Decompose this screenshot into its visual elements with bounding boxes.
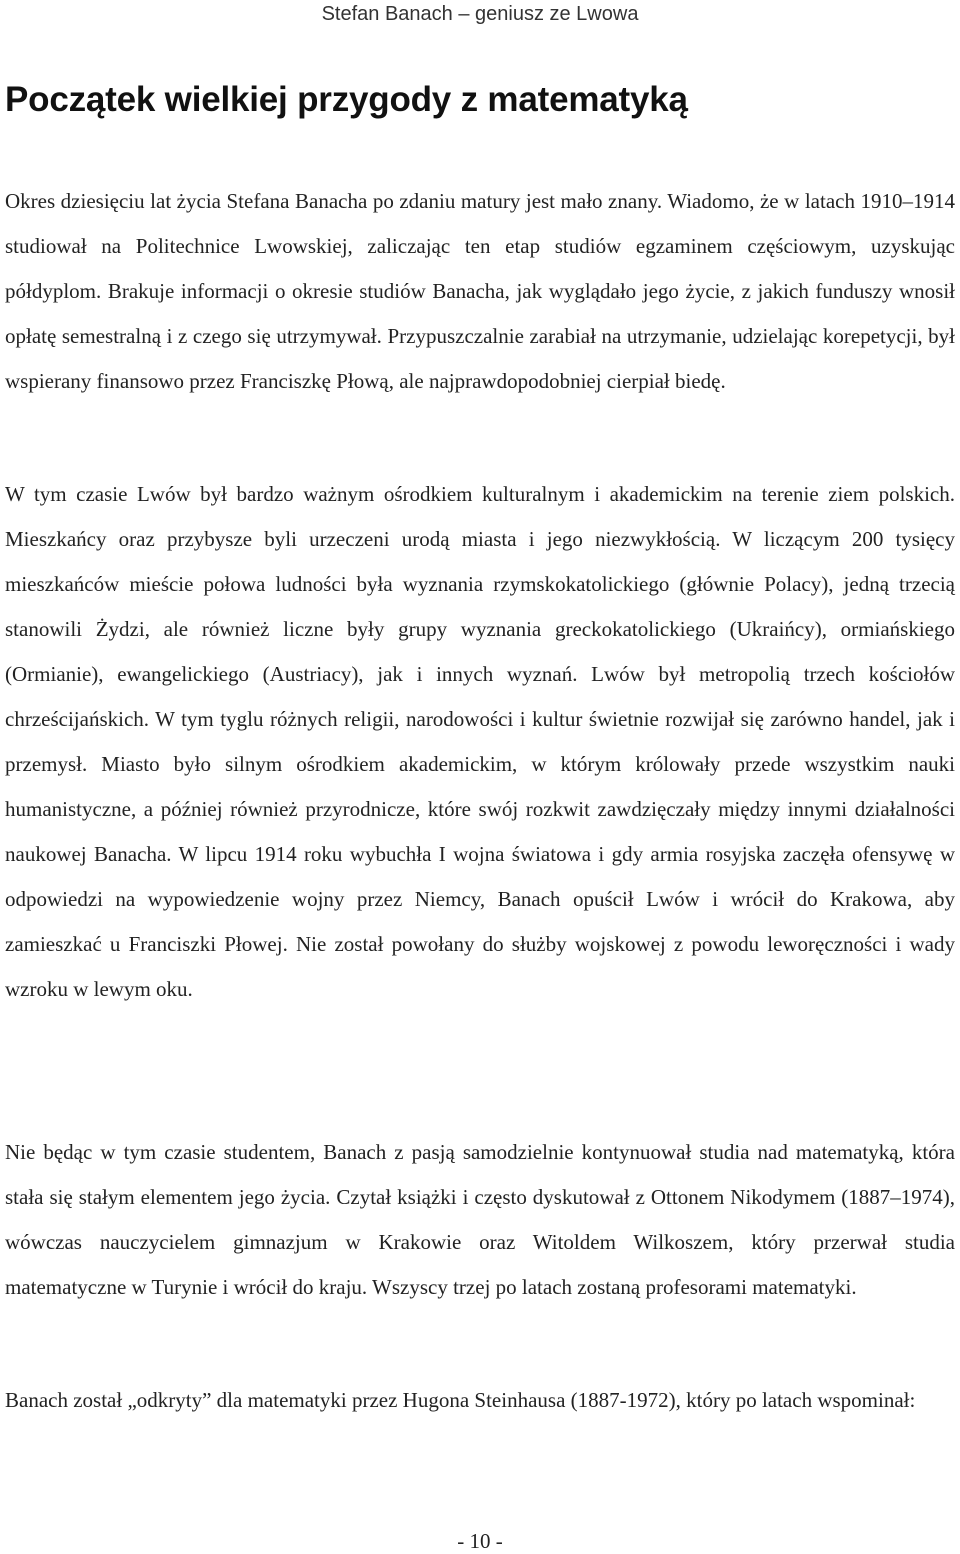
paragraph-4: Banach został „odkryty” dla matematyki przez Hugona Steinhausa (1887-1972), który po latach wspominał: — [5, 1388, 916, 1412]
section-title: Początek wielkiej przygody z matematyką — [5, 80, 688, 119]
paragraph-3: Nie będąc w tym czasie studentem, Banach z pasją samodzielnie kontynuował studia nad matematyką, która stała się stałym elementem jego życia. Czytał książki i często dyskutował z Ottonem Nikodymem (1887–1974), wówczas nauczycielem gimnazjum w Krakowie oraz Witoldem Wilkoszem, który przerwał studia matematyczne w Turynie i wrócił do kraju. Wszyscy trzej po latach zostaną profesorami matematyki. — [5, 1140, 955, 1299]
paragraph-1: Okres dziesięciu lat życia Stefana Banacha po zdaniu matury jest mało znany. Wiadomo, że w latach 1910–1914 studiował na Politechnice Lwowskiej, zaliczając ten etap studiów egzaminem częściowym, uzyskując półdyplom. Brakuje informacji o okresie studiów Banacha, jak wyglądało jego życie, z jakich funduszy wnosił opłatę semestralną i z czego się utrzymywał. Przypuszczalnie zarabiał na utrzymanie, udzielając korepetycji, był wspierany finansowo przez Franciszkę Płową, ale najprawdopodobniej cierpiał biedę. — [5, 189, 955, 393]
running-header: Stefan Banach – geniusz ze Lwowa — [321, 3, 639, 25]
page-number: - 10 - — [457, 1529, 503, 1553]
paragraph-2: W tym czasie Lwów był bardzo ważnym ośrodkiem kulturalnym i akademickim na terenie ziem polskich. Mieszkańcy oraz przybysze byli urzeczeni urodą miasta i jego niezwykłością. W liczącym 200 tysięcy mieszkańców mieście połowa ludności była wyznania rzymskokatolickiego (głównie Polacy), jedną trzecią stanowili Żydzi, ale również liczne były grupy wyznania greckokatolickiego (Ukraińcy), ormiańskiego (Ormianie), ewangelickiego (Austriacy), jak i innych wyznań. Lwów był metropolią trzech kościołów chrześcijańskich. W tym tyglu różnych religii, narodowości i kultur świetnie rozwijał się zarówno handel, jak i przemysł. Miasto było silnym ośrodkiem akademickim, w którym królowały przede wszystkim nauki humanistyczne, a później również przyrodnicze, które swój rozkwit zawdzięczały między innymi działalności naukowej Banacha. W lipcu 1914 roku wybuchła I wojna światowa i gdy armia rosyjska zaczęła ofensywę w odpowiedzi na wypowiedzenie wojny przez Niemcy, Banach opuścił Lwów i wrócił do Krakowa, aby zamieszkać u Franciszki Płowej. Nie został powołany do służby wojskowej z powodu leworęczności i wady wzroku w lewym oku. — [5, 482, 955, 1001]
